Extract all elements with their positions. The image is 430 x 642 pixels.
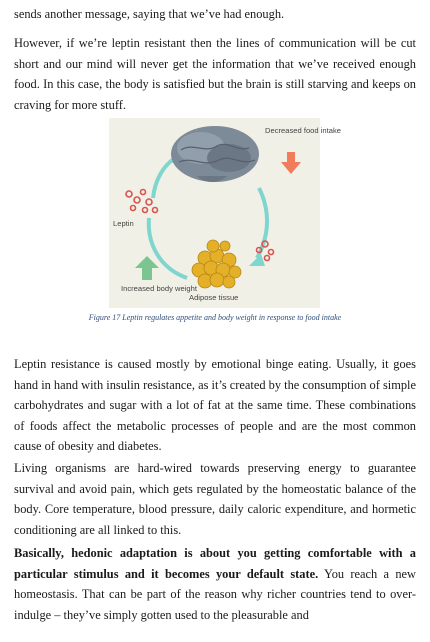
brain-icon (171, 126, 259, 182)
paragraph-4: Living organisms are hard-wired towards preserving energy to guarantee survival and avoid pain, which gets regulated by the homeostatic balance of the body. Core temperature, blood pressure, daily caloric expenditure, and hormetic conditioning are all linked to this. (14, 461, 416, 537)
figure-caption: Figure 17 Leptin regulates appetite and body weight in response to food intake (88, 313, 342, 322)
adipose-tissue-icon (192, 240, 241, 288)
paragraph-3: Leptin resistance is caused mostly by emotional binge eating. Usually, it goes hand in hand with insulin resistance, as it’s created by the consumption of simple carbohydrates and sugar with a lot of fat at the same time. These combinations of foods affect the metabolic processes of people and are the most common cause of obesity and diabetes. (14, 357, 416, 454)
label-decreased-food-intake: Decreased food intake (265, 126, 341, 135)
label-leptin: Leptin (113, 219, 134, 228)
label-adipose-tissue: Adipose tissue (189, 293, 239, 302)
label-increased-body-weight: Increased body weight (121, 284, 197, 293)
up-arrow-icon (135, 256, 159, 280)
leptin-figure (109, 118, 341, 308)
cycle-arrow-left-top (153, 158, 175, 198)
paragraph-5-rest: You reach a new homeostasis. That can be part of the reason why richer countries tend to over-indulge – they’ve simply gotten used to the pleasurable and (14, 566, 416, 622)
paragraph-5-bold: Basically, hedonic adaptation is about you getting comfortable with a particular stimulus and it becomes your default state. (14, 546, 416, 581)
leptin-cycle-diagram (109, 118, 341, 308)
paragraph-2: However, if we’re leptin resistant then the lines of communication will be cut short and our mind will never get the information that we’ve received enough food. In this case, the body is satisfied but the brain is still starving and keeps on craving for more stuff. (14, 36, 416, 112)
paragraph-1: sends another message, saying that we’ve had enough. (14, 7, 285, 21)
paragraph-5 (14, 543, 416, 625)
cycle-arrow-left-bottom (149, 218, 187, 278)
down-arrow-icon (281, 152, 301, 174)
